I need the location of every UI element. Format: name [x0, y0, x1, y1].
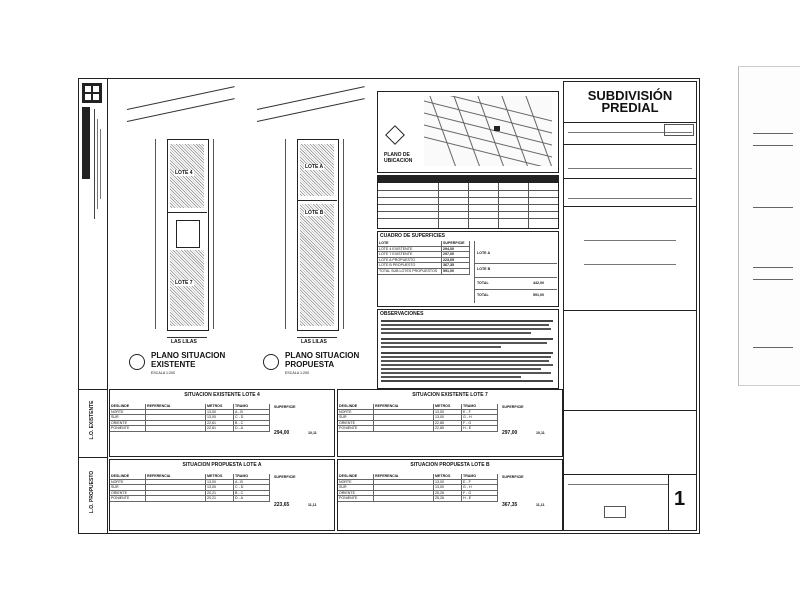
surface-value: 367,35	[442, 263, 470, 269]
surfaces-title: CUADRO DE SUPERFICIES	[380, 233, 446, 239]
deslinde: SUR	[110, 485, 146, 491]
surfaces-header-surface: SUPERFICIE	[442, 241, 470, 247]
col-header: DESLINDE	[338, 404, 374, 410]
surfaces-total-a: 442,00	[533, 281, 544, 285]
tramo: B - C	[234, 491, 270, 497]
surface-lot: LOTE B PROPUESTO	[378, 263, 442, 269]
surfaces-total-b: 591,00	[533, 293, 544, 297]
surface-lot: LOTE 7 EXISTENTE	[378, 252, 442, 258]
observations-title: OBSERVACIONES	[380, 311, 424, 317]
metros: 20,21	[206, 491, 234, 497]
metros: 13,00	[434, 415, 462, 421]
existing-plan-scale: ESCALA 1:200	[151, 371, 175, 375]
col-header: REFERENCIA	[146, 474, 206, 480]
deslinde: ORIENTE	[110, 421, 146, 427]
col-header: TRAMO	[462, 404, 498, 410]
table-title: SITUACION PROPUESTA LOTE A	[182, 462, 262, 468]
tramo: F - G	[462, 421, 498, 427]
surfaces-rows	[378, 241, 470, 275]
deslinde: PONIENTE	[338, 496, 374, 502]
tramo: D - A	[234, 426, 270, 432]
col-header: REFERENCIA	[374, 474, 434, 480]
dark-column-band	[82, 107, 90, 179]
proposed-lot-outline	[297, 139, 339, 331]
tramo: E - F	[462, 410, 498, 416]
tramo: G - H	[462, 415, 498, 421]
metros: 22,61	[206, 421, 234, 427]
surface-value: 223,65	[442, 258, 470, 264]
observations-box	[377, 309, 559, 389]
surface-lot: LOTE A PROPUESTO	[378, 258, 442, 264]
metros: 13,00	[206, 480, 234, 486]
col-header: TRAMO	[462, 474, 498, 480]
metros: 22,85	[434, 426, 462, 432]
background-sheet-edge	[738, 66, 800, 386]
existing-street-label: LAS LILAS	[171, 339, 197, 345]
location-map	[424, 96, 552, 166]
metros: 13,00	[434, 480, 462, 486]
surfaces-total-label-a: TOTAL	[477, 281, 489, 285]
col-header: TRAMO	[234, 474, 270, 480]
col-header: DESLINDE	[338, 474, 374, 480]
table-side-value: 11,11	[536, 503, 545, 507]
col-header: METROS	[206, 474, 234, 480]
surfaces-total-label-b: TOTAL	[477, 293, 489, 297]
tramo: A - B	[234, 410, 270, 416]
surfaces-lote-b: LOTE B	[477, 267, 491, 271]
north-arrow-icon	[129, 354, 145, 370]
col-header: SUPERFICIE	[274, 405, 296, 409]
table-surface: 297,00	[502, 430, 518, 436]
tramo: F - G	[462, 491, 498, 497]
bottom-tables	[109, 389, 561, 531]
surface-lot: TOTAL SUB LOTES PROPUESTOS	[378, 269, 442, 275]
tramo: A - B	[234, 480, 270, 486]
metros: 25,26	[434, 491, 462, 497]
deslinde: PONIENTE	[110, 426, 146, 432]
middle-column	[377, 91, 557, 387]
table-title: SITUACION EXISTENTE LOTE 4	[184, 392, 260, 398]
tramo: B - C	[234, 421, 270, 427]
surfaces-detail	[474, 241, 557, 303]
col-header: SUPERFICIE	[502, 405, 524, 409]
proposed-plan-scale: ESCALA 1:200	[285, 371, 309, 375]
deslinde: PONIENTE	[110, 496, 146, 502]
deslinde: NORTE	[338, 480, 374, 486]
lot-top-hatch	[170, 144, 204, 208]
metros: 25,26	[434, 496, 462, 502]
drawing-sheet	[78, 78, 700, 534]
title-block-title: SUBDIVISIÓN PREDIAL	[587, 88, 673, 115]
metros: 20,21	[206, 496, 234, 502]
table-side-value: 10,11	[308, 431, 317, 435]
table-grid	[110, 404, 270, 432]
col-header: TRAMO	[234, 404, 270, 410]
proposed-lot-top-label: LOTE A	[305, 164, 324, 170]
surfaces-header-lot: LOTE	[378, 241, 442, 247]
col-header: DESLINDE	[110, 474, 146, 480]
tramo: G - H	[462, 485, 498, 491]
proposed-street-label: LAS LILAS	[301, 339, 327, 345]
deslinde: ORIENTE	[338, 491, 374, 497]
deslinde: ORIENTE	[338, 421, 374, 427]
table-side-value: 11,11	[308, 503, 317, 507]
col-header: METROS	[434, 474, 462, 480]
location-map-label: PLANO DE UBICACION	[384, 152, 413, 164]
table-side-value: 10,11	[536, 431, 545, 435]
table-existing-lote-4	[109, 389, 335, 457]
table-title: SITUACION PROPUESTA LOTE B	[410, 462, 490, 468]
surface-value: 297,00	[442, 252, 470, 258]
col-header: SUPERFICIE	[274, 475, 296, 479]
lot-bottom-hatch	[170, 250, 204, 326]
tramo: H - E	[462, 496, 498, 502]
existing-lot-outline	[167, 139, 209, 331]
col-header: METROS	[206, 404, 234, 410]
metros: 13,00	[206, 485, 234, 491]
deslinde: SUR	[110, 415, 146, 421]
title-block	[563, 81, 697, 531]
col-header: METROS	[434, 404, 462, 410]
surface-value: 591,00	[442, 269, 470, 275]
proposed-plan-title: PLANO SITUACION PROPUESTA	[285, 351, 360, 369]
metros: 22,61	[206, 426, 234, 432]
normas-table	[377, 175, 559, 229]
surface-value: 294,00	[442, 247, 470, 253]
north-arrow-icon	[263, 354, 279, 370]
left-margin-strip	[79, 79, 108, 533]
table-existing-lote-7	[337, 389, 563, 457]
surface-lot: LOTE 4 EXISTENTE	[378, 247, 442, 253]
existing-plan-title: PLANO SITUACION EXISTENTE	[151, 351, 226, 369]
existing-lot-bottom-label: LOTE 7	[175, 280, 193, 286]
existing-lot-top-label: LOTE 4	[175, 170, 193, 176]
col-header: REFERENCIA	[146, 404, 206, 410]
surfaces-table	[377, 231, 559, 307]
side-label-existing: L.O. EXISTENTE	[89, 400, 95, 440]
table-surface: 367,35	[502, 502, 518, 508]
col-header: SUPERFICIE	[502, 475, 524, 479]
tramo: C - D	[234, 415, 270, 421]
table-grid	[338, 404, 498, 432]
metros: 22,85	[434, 421, 462, 427]
tramo: H - E	[462, 426, 498, 432]
col-header: DESLINDE	[110, 404, 146, 410]
existing-plan	[127, 89, 247, 349]
metros: 13,00	[206, 415, 234, 421]
col-header: REFERENCIA	[374, 404, 434, 410]
deslinde: NORTE	[110, 480, 146, 486]
deslinde: NORTE	[110, 410, 146, 416]
side-label-proposed: L.O. PROPUESTO	[89, 470, 95, 514]
table-title: SITUACION EXISTENTE LOTE 7	[412, 392, 488, 398]
tramo: E - F	[462, 480, 498, 486]
north-arrow-icon	[385, 125, 405, 145]
surfaces-lote-a: LOTE A	[477, 251, 491, 255]
proposed-plan	[257, 89, 377, 349]
table-surface: 223,65	[274, 502, 290, 508]
deslinde: PONIENTE	[338, 426, 374, 432]
table-grid	[110, 474, 270, 502]
metros: 13,00	[434, 485, 462, 491]
metros: 13,00	[434, 410, 462, 416]
location-map-frame	[377, 91, 559, 173]
tramo: D - A	[234, 496, 270, 502]
tramo: C - D	[234, 485, 270, 491]
sheet-number: 1	[674, 488, 686, 510]
table-proposed-lote-a	[109, 459, 335, 531]
proposed-lot-bottom-label: LOTE B	[305, 210, 324, 216]
plans-area	[107, 79, 377, 389]
metros: 13,00	[206, 410, 234, 416]
logo-block	[82, 83, 102, 103]
deslinde: ORIENTE	[110, 491, 146, 497]
table-grid	[338, 474, 498, 502]
deslinde: SUR	[338, 415, 374, 421]
table-surface: 294,00	[274, 430, 290, 436]
table-proposed-lote-b	[337, 459, 563, 531]
deslinde: SUR	[338, 485, 374, 491]
deslinde: NORTE	[338, 410, 374, 416]
